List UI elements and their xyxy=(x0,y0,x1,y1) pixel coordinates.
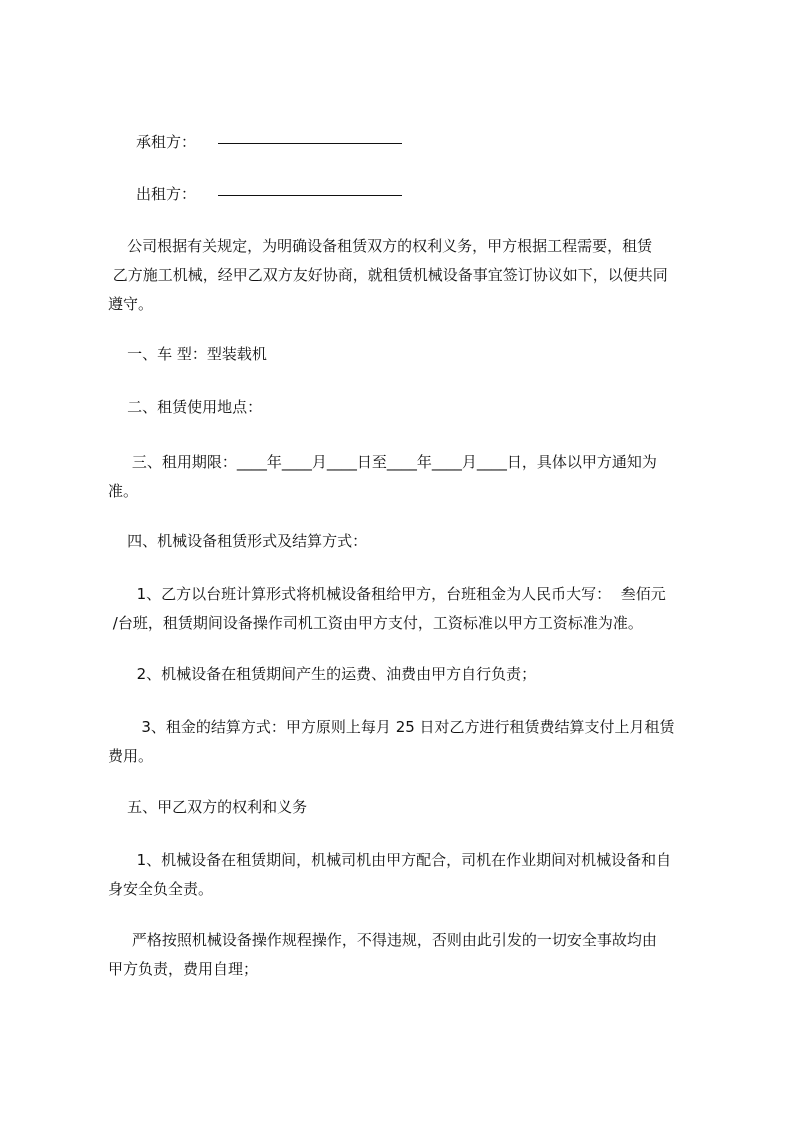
section-5-item-1-line-2: 身安全负全责。 xyxy=(108,880,214,898)
section-5-paragraph-line-2: 甲方负责，费用自理； xyxy=(108,960,259,978)
section-4-item-3-line-2: 费用。 xyxy=(108,747,154,765)
intro-line-2: 乙方施工机械，经甲乙双方友好协商，就租赁机械设备事宜签订协议如下，以便共同 xyxy=(108,266,668,284)
section-4-item-2: 2、机械设备在租赁期间产生的运费、油费由甲方自行负责； xyxy=(108,665,537,683)
section-4-heading: 四、机械设备租赁形式及结算方式： xyxy=(108,532,368,550)
section-3-line-1: 三、租用期限：____年____月____日至____年____月____日，具体以甲方通知为 xyxy=(108,453,657,471)
intro-line-1: 公司根据有关规定，为明确设备租赁双方的权利义务，甲方根据工程需要，租赁 xyxy=(108,237,653,255)
lessor-row xyxy=(136,180,402,209)
section-4-item-1-line-1: 1、乙方以台班计算形式将机械设备租给甲方，台班租金为人民币大写： 叁佰元 xyxy=(108,585,666,603)
section-5-heading: 五、甲乙双方的权利和义务 xyxy=(108,798,308,816)
intro-line-3: 遵守。 xyxy=(108,295,154,313)
section-5-item-1-line-1: 1、机械设备在租赁期间，机械司机由甲方配合，司机在作业期间对机械设备和自 xyxy=(108,851,672,869)
lessor-label: 出租方： xyxy=(136,185,197,203)
section-4-item-3-line-1: 3、租金的结算方式：甲方原则上每月 25 日对乙方进行租赁费结算支付上月租赁 xyxy=(108,718,675,736)
lessee-row xyxy=(136,128,402,157)
section-3-line-2: 准。 xyxy=(108,482,139,500)
section-5-paragraph-line-1: 严格按照机械设备操作规程操作，不得违规，否则由此引发的一切安全事故均由 xyxy=(108,931,657,949)
section-4-item-1-line-2: /台班，租赁期间设备操作司机工资由甲方支付，工资标准以甲方工资标准为准。 xyxy=(108,614,643,632)
section-1-vehicle-type: 一、车 型：型装载机 xyxy=(108,345,267,363)
lessor-blank-line xyxy=(218,194,402,196)
lessee-blank-line xyxy=(218,142,402,144)
lessee-label: 承租方： xyxy=(136,133,197,151)
section-2-location: 二、租赁使用地点： xyxy=(108,398,263,416)
